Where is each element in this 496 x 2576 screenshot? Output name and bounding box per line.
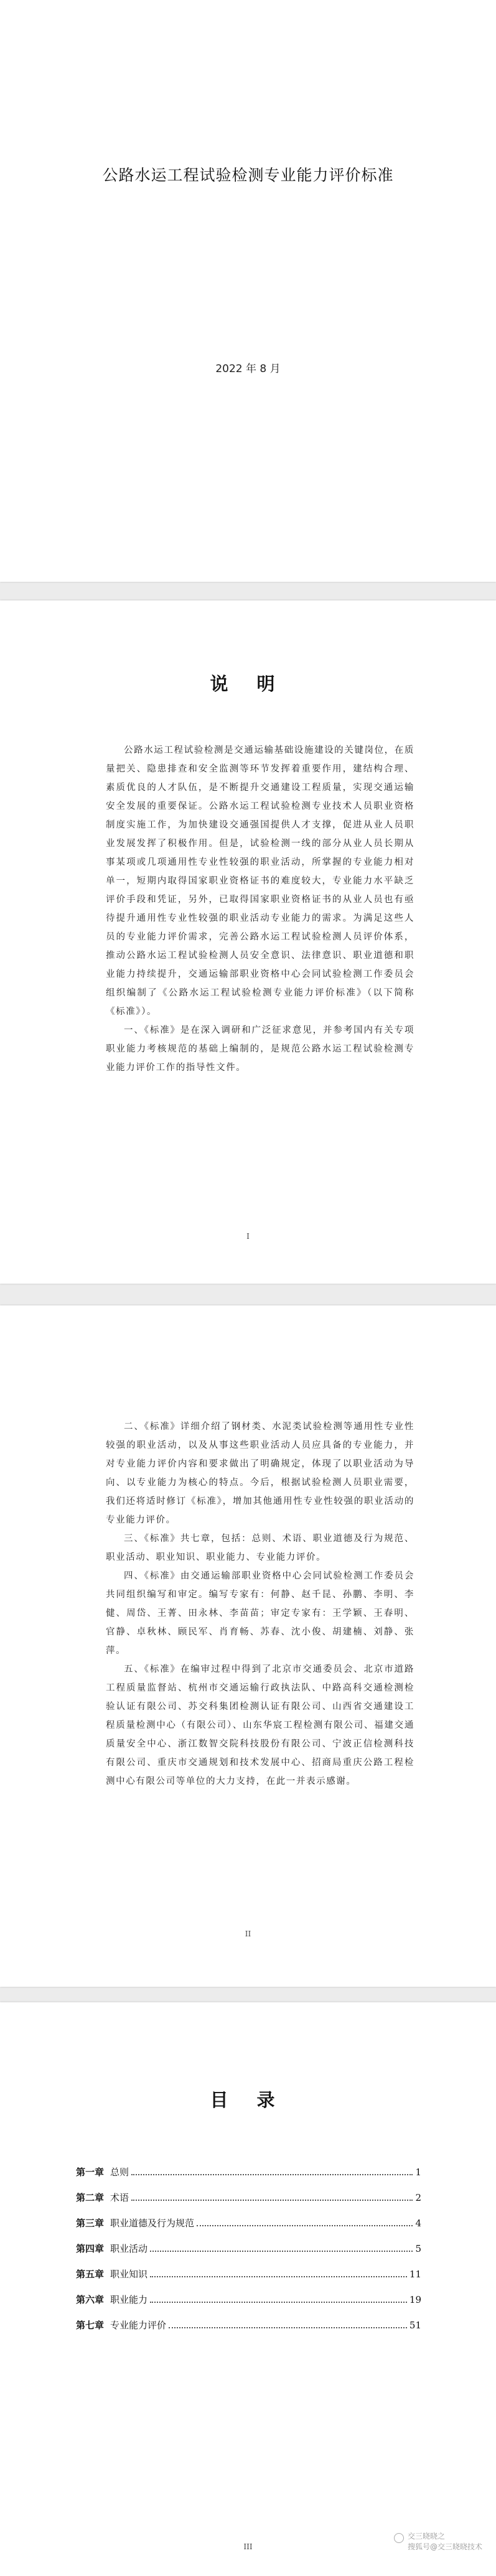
toc-entry-title: 职业道德及行为规范 [110,2218,195,2229]
toc-chapter: 第六章 [76,2294,105,2305]
toc-page-number: 51 [409,2320,421,2331]
toc-leader [131,2200,413,2201]
watermark-line-2: 搜狐号@交三晓晓技术 [408,2542,483,2551]
toc-page-number: 5 [415,2243,421,2254]
toc-entry-title: 职业活动 [110,2243,148,2254]
toc-entry[interactable] [76,2267,421,2293]
toc-entry-title: 总则 [110,2167,129,2178]
toc-title: 目 录 [210,2089,286,2111]
toc-entry[interactable] [76,2191,421,2216]
toc-leader [169,2327,407,2328]
toc-leader [197,2225,413,2226]
toc-list [76,2165,421,2344]
watermark-line-1: 交三晓晓之 [408,2532,446,2541]
cover-page [0,0,496,582]
toc-page-number: 1 [415,2167,421,2178]
toc-chapter: 第二章 [76,2192,105,2203]
toc-chapter: 第一章 [76,2167,105,2178]
toc-leader [150,2302,407,2303]
toc-entry[interactable] [76,2242,421,2267]
toc-chapter: 第五章 [76,2269,105,2280]
paragraph: 三、《标准》共七章，包括：总则、术语、职业道德及行为规范、职业活动、职业知识、职业能力、专业能力评价。 [106,1534,414,1562]
toc-page-number: 2 [415,2192,421,2203]
explanation-title: 说 明 [210,673,286,694]
toc-entry-title: 术语 [110,2192,129,2203]
toc-entry-title: 职业能力 [110,2294,148,2305]
toc-chapter: 第四章 [76,2243,105,2254]
toc-entry[interactable] [76,2216,421,2242]
toc-leader [131,2174,413,2175]
cover-date: 2022 年 8 月 [215,363,281,375]
toc-page-number: 11 [409,2269,421,2280]
explanation-continued-body [106,1417,414,1791]
page-number: III [243,2542,253,2551]
paragraph: 二、《标准》详细介绍了钢材类、水泥类试验检测等通用性专业性较强的职业活动，以及从事这些职业活动人员应具备的专业能力，并对专业能力评价内容和要求做出了明确规定，体现了以职业活动为导向、以专业能力为核心的特点。今后，根据试验检测人员职业需要，我们还将适时修订《标准》，增加其他通用性专业性较强的职业活动的专业能力评价。 [106,1422,414,1525]
toc-entry[interactable] [76,2165,421,2191]
toc-chapter: 第七章 [76,2320,105,2331]
toc-page-number: 4 [415,2218,421,2229]
toc-chapter: 第三章 [76,2218,105,2229]
paragraph: 公路水运工程试验检测是交通运输基础设施建设的关键岗位，在质量把关、隐患排查和安全监测等环节发挥着重要作用，建结构合理、素质优良的人才队伍，是不断提升交通建设工程质量，实现交通运输安全发展的重要保证。公路水运工程试验检测专业技术人员职业资格制度实施工作，为加快建设交通强国提供人才支撑，促进从业人员职业发展发挥了积极作用。但是，试验检测一线的部分从业人员长期从事某项或几项通用性专业性较强的职业活动，所掌握的专业能力相对单一，短期内取得国家职业资格证书的难度较大，专业能力水平缺乏评价手段和凭证，另外，已取得国家职业资格证书的从业人员也有亟待提升通用性专业性较强的职业活动专业能力的需求。为满足这些人员的专业能力评价需求，完善公路水运工程试验检测人员评价体系，推动公路水运工程试验检测人员安全意识、法律意识、职业道德和职业能力持续提升，交通运输部职业资格中心会同试验检测工作委员会组织编制了《公路水运工程试验检测专业能力评价标准》（以下简称《标准》）。 [106,745,414,1017]
toc-leader [150,2251,413,2252]
page-number: II [245,1930,251,1938]
watermark [408,2531,489,2552]
page-number: I [246,1232,250,1241]
toc-leader [150,2276,407,2277]
toc-page-number: 19 [409,2294,421,2305]
explanation-continued-page [0,1305,496,1987]
cover-title: 公路水运工程试验检测专业能力评价标准 [102,166,394,184]
toc-entry[interactable] [76,2318,421,2344]
toc-page [0,2002,496,2576]
toc-entry[interactable] [76,2293,421,2318]
paragraph: 四、《标准》由交通运输部职业资格中心会同试验检测工作委员会共同组织编写和审定。编写专家有：何静、赵千昆、孙鹏、李明、李健、周岱、王菁、田永林、李苗苗；审定专家有：王学颖、王春明、官静、卓秋林、顾民军、肖育畅、苏春、沈小俊、胡建楠、刘静、张萍。 [106,1571,414,1656]
explanation-page [0,600,496,1284]
toc-entry-title: 职业知识 [110,2269,148,2280]
paragraph: 一、《标准》是在深入调研和广泛征求意见，并参考国内有关专项职业能力考核规范的基础上编制的，是规范公路水运工程试验检测专业能力评价工作的指导性文件。 [106,1025,414,1073]
explanation-body [106,741,414,1077]
toc-entry-title: 专业能力评价 [110,2320,167,2331]
watermark-logo-icon [394,2533,404,2543]
paragraph: 五、《标准》在编审过程中得到了北京市交通委员会、北京市道路工程质量监督站、杭州市交通运输行政执法队、中路高科交通检测检验认证有限公司、苏交科集团检测认证有限公司、山西省交通建设工程质量检测中心（有限公司）、山东华宸工程检测有限公司、福建交通质量安全中心、浙江数智交院科技股份有限公司、宁波正信检测科技有限公司、重庆市交通规划和技术发展中心、招商局重庆公路工程检测中心有限公司等单位的大力支持，在此一并表示感谢。 [106,1664,414,1786]
